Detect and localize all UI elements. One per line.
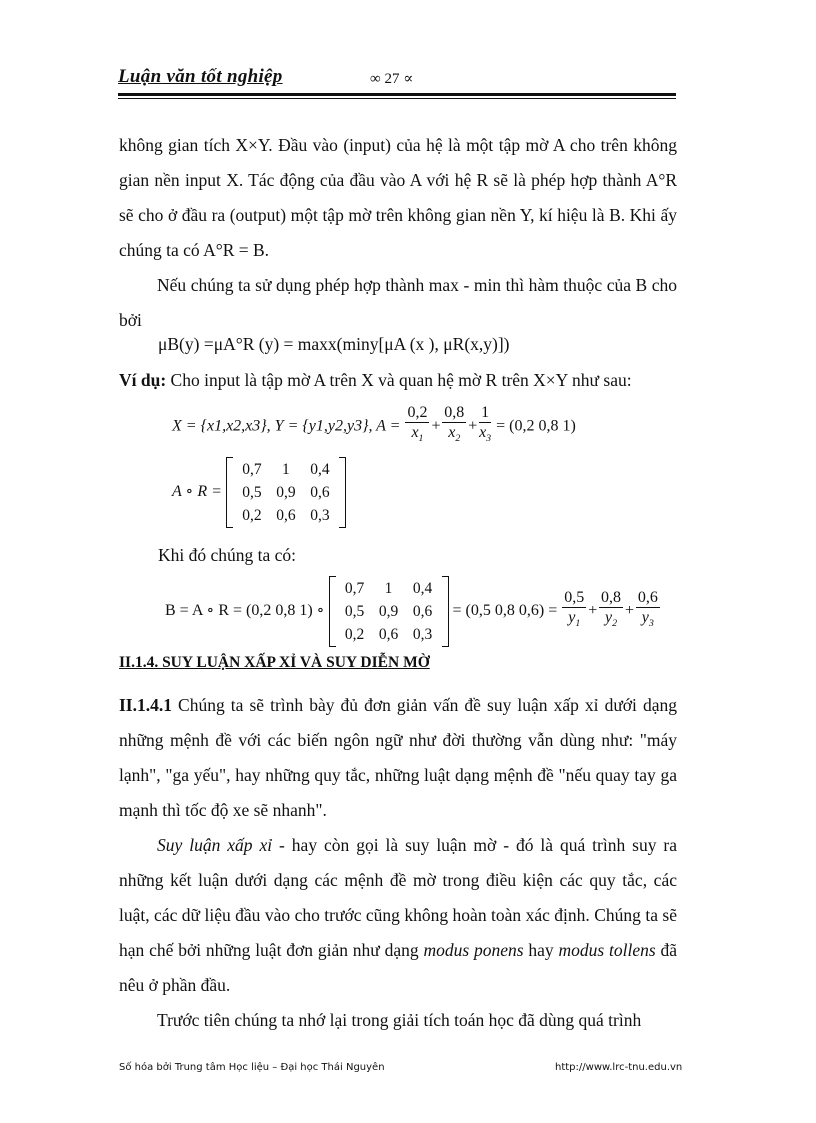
matrix-cell: 0,3: [412, 626, 433, 643]
example-line: [119, 370, 632, 391]
paragraph-5: Trước tiên chúng ta nhớ lại trong giải tích toán học đã dùng quá trình: [157, 1010, 642, 1030]
header-title: Luận văn tốt nghiệp: [118, 66, 283, 87]
relation-matrix-2: [329, 576, 449, 647]
matrix-cell: 0,6: [378, 626, 399, 643]
matrix-cell: 0,2: [344, 626, 365, 643]
fraction-b1: $\frac{0,5}{y_1}$: [564, 588, 585, 630]
fraction-b2: $\frac{0,8}{y_2}$: [601, 588, 622, 630]
term-modus-tollens: modus tollens: [558, 940, 656, 960]
paragraph-block-2: [119, 688, 677, 1038]
fraction-a3: $\frac{1}{x_3}$: [479, 404, 492, 445]
paragraph-1: không gian tích X×Y. Đầu vào (input) của hệ là một tập mờ A cho trên không gian nền input X. Tác động của đầu vào A với hệ R sẽ là phép hợp thành A°R sẽ cho ở đầu ra (output) một tập mờ trên không gian nền Y, kí hiệu là B. Khi ấy chúng ta có A°R = B.: [119, 135, 677, 260]
matrix-cell: 0,4: [310, 461, 330, 478]
footer-source: Số hóa bởi Trung tâm Học liệu – Đại học Thái Nguyên: [119, 1062, 385, 1073]
khi-do-line: Khi đó chúng ta có:: [158, 545, 297, 565]
fraction-a2: $\frac{0,8}{x_2}$: [444, 404, 465, 445]
example-label: Ví dụ:: [119, 370, 167, 390]
formula-membership: μB(y) =μA°R (y) = maxx(miny[μA (x ), μR(x,y)]): [158, 334, 510, 354]
matrix-cell: 0,6: [412, 603, 433, 620]
header-rule-thick: [118, 93, 676, 96]
matrix-cell: 0,5: [344, 603, 365, 620]
equation-sets-text: X = {x1,x2,x3}, Y = {y1,y2,y3}, A =: [172, 417, 401, 435]
matrix-cell: 0,4: [412, 580, 433, 597]
matrix-cell: 0,6: [276, 507, 296, 524]
equation-sets: X = {x1,x2,x3}, Y = {y1,y2,y3}, A = $\frac{0,2}{x_1}$ + $\frac{0,8}{x_2}$ + $\frac{1}{x_3}$ = (0,2 0,8 1): [172, 404, 576, 449]
example-text: Cho input là tập mờ A trên X và quan hệ mờ R trên X×Y như sau:: [166, 370, 632, 390]
term-modus-ponens: modus ponens: [423, 940, 524, 960]
equation-b-left: B = A ∘ R = (0,2 0,8 1) ∘: [165, 602, 325, 620]
matrix-cell: 0,9: [378, 603, 399, 620]
matrix-cell: 1: [384, 580, 393, 597]
subsection-label: II.1.4.1: [119, 695, 172, 715]
paragraph-2: Nếu chúng ta sử dụng phép hợp thành max - min thì hàm thuộc của B cho bởi: [119, 275, 677, 330]
section-title: II.1.4. SUY LUẬN XẤP XỈ VÀ SUY DIỄN MỜ: [119, 654, 430, 671]
matrix-cell: 0,9: [276, 484, 296, 501]
paragraph-block-1: [119, 128, 677, 338]
matrix-cell: 0,3: [310, 507, 330, 524]
relation-matrix-grid: [233, 457, 339, 528]
fraction-a1: $\frac{0,2}{x_1}$: [407, 404, 428, 445]
relation-matrix: [226, 457, 346, 528]
term-suy-luan-xap-xi: Suy luận xấp xỉ: [157, 835, 273, 855]
header-rule-thin: [118, 98, 676, 99]
fraction-b3: $\frac{0,6}{y_3}$: [637, 588, 658, 630]
paragraph-4: Suy luận xấp xỉ - hay còn gọi là suy luận mờ - đó là quá trình suy ra những kết luận dưới dạng các mệnh đề mờ trong điều kiện các quy tắc, các luật, các dữ liệu đầu vào cho trước cũng không hoàn toàn xác định. Chúng ta sẽ hạn chế bởi những luật đơn giản như dạng modus ponens hay modus tollens đã nêu ở phần đầu.: [119, 835, 677, 995]
equation-b-mid: = (0,5 0,8 0,6) =: [452, 602, 558, 620]
equation-relation-label: A ∘ R =: [172, 483, 222, 501]
equation-result-b: B = A ∘ R = (0,2 0,8 1) ∘ 0,7 1 0,4 0,5 0,9 0,6 0,2 0,6 0,3 = (0,5 0,8 0,6) = $\frac{0,5}{y_1}$ + $\frac{0,8}{y_2}$ + $\frac{0,6}{y_3}$: [165, 576, 661, 647]
relation-matrix-2-grid: [336, 576, 442, 647]
matrix-cell: 0,5: [242, 484, 262, 501]
matrix-cell: 0,6: [310, 484, 330, 501]
vector-a: = (0,2 0,8 1): [496, 417, 576, 435]
matrix-cell: 0,7: [242, 461, 262, 478]
paragraph-3: II.1.4.1 Chúng ta sẽ trình bày đủ đơn giản vấn đề suy luận xấp xỉ dưới dạng những mệnh đề với các biến ngôn ngữ như đời thường vẫn dùng như: "máy lạnh", "ga yếu", hay những quy tắc, những luật dạng mệnh đề "nếu quay tay ga mạnh thì tốc độ xe sẽ nhanh".: [119, 695, 677, 820]
matrix-cell: 0,7: [344, 580, 365, 597]
matrix-cell: 1: [282, 461, 290, 478]
footer-url: http://www.lrc-tnu.edu.vn: [555, 1062, 683, 1073]
equation-relation-matrix: [172, 457, 346, 528]
matrix-cell: 0,2: [242, 507, 262, 524]
page-number: ∞ 27 ∝: [370, 71, 414, 87]
